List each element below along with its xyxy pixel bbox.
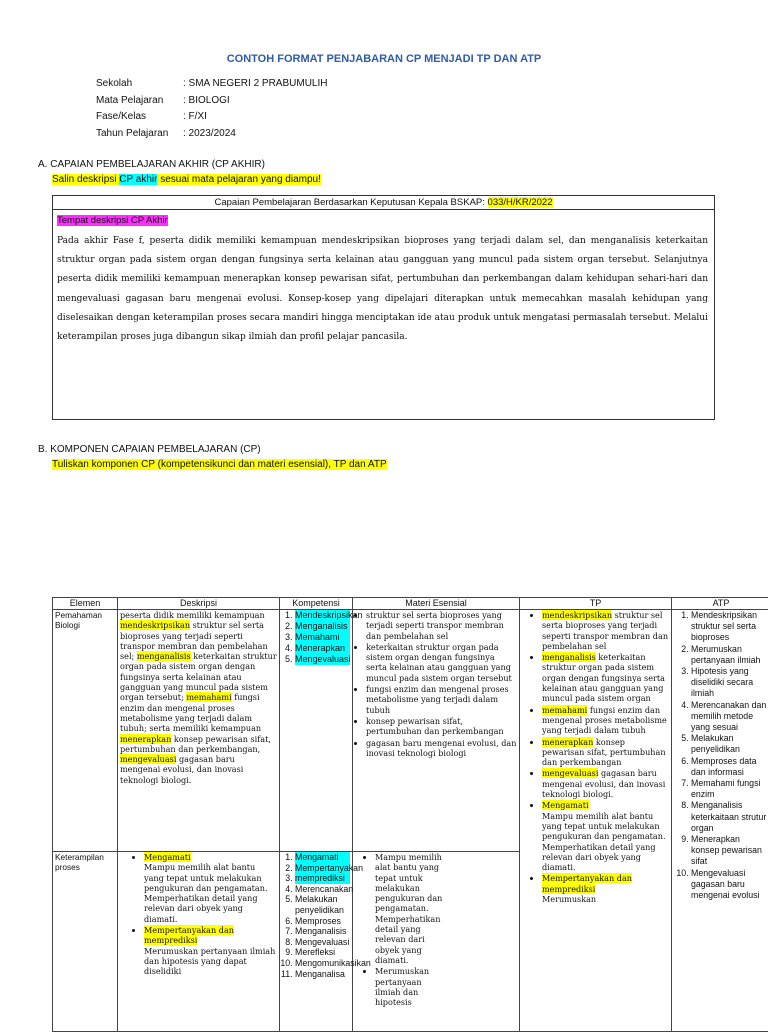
col-header: TP [520, 598, 672, 610]
school-info [96, 76, 327, 142]
list-item: • fungsi enzim dan mengenal proses metabolisme yang terjadi dalam tubuh [366, 684, 517, 715]
col-header: Materi Esensial [353, 598, 520, 610]
list-item: • menerapkan konsep pewarisan sifat, pertumbuhan dan perkembangan [542, 737, 669, 768]
list-item: • mendeskripsikan struktur sel serta bioproses yang terjadi seperti transpor membran dan pembelahan sel [542, 610, 669, 651]
info-value: : 2023/2024 [183, 126, 236, 143]
list-item: 9. Merefleksi [295, 947, 350, 958]
elemen-cell: Pemahaman Biologi [53, 610, 118, 852]
section-b-heading: B. KOMPONEN CAPAIAN PEMBELAJARAN (CP) [38, 444, 261, 455]
list-item: • struktur sel serta bioproses yang terjadi seperti transpor membran dan pembelahan sel [366, 610, 517, 641]
list-item: • memahami fungsi enzim dan mengenal proses metabolisme yang terjadi dalam tubuh [542, 705, 669, 736]
list-item: • konsep pewarisan sifat, pertumbuhan dan perkembangan [366, 716, 517, 737]
info-value: : F/XI [183, 109, 207, 126]
col-header: Elemen [53, 598, 118, 610]
list-item: 7. Memahami fungsi enzim [691, 778, 768, 800]
cp-placeholder-label: Tempat deskripsi CP Akhir [57, 215, 168, 226]
table-header-row [53, 598, 768, 610]
list-item: • Mampu memilih alat bantu yang tepat untuk melakukan pengukuran dan pengamatan. Memperhatikan detail yang relevan dari obyek yang diamati. [375, 852, 445, 965]
list-item: 4. Merencanakan dan memilih metode yang sesuai [691, 700, 768, 734]
list-item: 1. Mendeskripsikan [295, 610, 350, 621]
list-item: 4. Merencanakan [295, 884, 350, 895]
list-item: • menganalisis keterkaitan struktur organ pada sistem organ dengan fungsinya serta kelainan atau gangguan yang muncul pada sistem organ [542, 652, 669, 703]
list-item: 8. Mengevaluasi [295, 937, 350, 948]
list-item: 8. Menganalisis keterkaitaan strutur organ [691, 800, 768, 834]
list-item: 2. Menganalisis [295, 621, 350, 632]
list-item: 5. Melakukan penyelidikan [691, 733, 768, 755]
list-item: • gagasan baru mengenai evolusi, dan inovasi teknologi biologi [366, 738, 517, 759]
list-item: 3. memprediksi [295, 873, 350, 884]
cp-akhir-box [52, 195, 715, 420]
list-item: 1. Mengamati [295, 852, 350, 863]
list-item: • Mengamati Mampu memilih alat bantu yang tepat untuk melakukan pengukuran dan pengamatan. Memperhatikan detail yang relevan dari obyek yang diamati. [144, 852, 277, 924]
list-item: 3. Hipotesis yang diselidiki secara ilmiah [691, 666, 768, 700]
info-label: Mata Pelajaran [96, 93, 183, 110]
info-row-subject [96, 93, 327, 110]
tp-cell [520, 610, 672, 1032]
list-item: 7. Menganalisis [295, 926, 350, 937]
list-item: 5. Mengevaluasi [295, 654, 350, 665]
list-item: 5. Melakukan penyelidikan [295, 894, 350, 915]
list-item: • Merumuskan pertanyaan ilmiah dan hipotesis [375, 966, 445, 1007]
list-item: 4. Menerapkan [295, 643, 350, 654]
list-item: • Mempertanyakan dan memprediksi Merumuskan pertanyaan ilmiah dan hipotesis yang dapat diselidiki [144, 925, 277, 976]
cp-box-header: Capaian Pembelajaran Berdasarkan Keputusan Kepala BSKAP: 033/H/KR/2022 [53, 196, 714, 210]
list-item: 9. Menerapkan konsep pewarisan sifat [691, 834, 768, 868]
cp-description: Pada akhir Fase f, peserta didik memiliki kemampuan mendeskripsikan bioproses yang terjadi dalam sel, dan menganalisis keterkaitan struktur organ pada sistem organ dengan fungsinya serta kelainan atau gangguan yang muncul pada sistem organ tersebut. Selanjutnya peserta didik memiliki kemampuan menerapkan konsep pewarisan sifat, pertumbuhan dan perkembangan dalam kehidupan sehari-hari dan mengevaluasi gagasan baru mengenai evolusi. Konsep-kosep yang dipelajari diterapkan untuk memecahkan masalah kehidupan yang diselesaikan dengan keterampilan proses secara mandiri hingga menciptakan ide atau produk untuk mengatasi permasalah tersebut. Melalui keterampilan proses juga dibangun sikap ilmiah dan profil pelajar pancasila. [53, 228, 714, 347]
col-header: Deskripsi [118, 598, 280, 610]
list-item: 10. Mengevaluasi gagasan baru mengenai evolusi [691, 868, 768, 902]
kompetensi-cell [280, 852, 353, 1032]
list-item: 6. Memproses [295, 916, 350, 927]
list-item: 2. Merumuskan pertanyaan ilmiah [691, 644, 768, 666]
info-value: : SMA NEGERI 2 PRABUMULIH [183, 76, 327, 93]
col-header: ATP [672, 598, 768, 610]
list-item: • Mengamati Mampu memilih alat bantu yang tepat untuk melakukan pengukuran dan pengamatan. Memperhatikan detail yang relevan dari obyek yang diamati. [542, 800, 669, 872]
list-item: 10. Mengomunikasikan [295, 958, 350, 969]
materi-cell [353, 852, 520, 1032]
info-row-year [96, 126, 327, 143]
kompetensi-cell [280, 610, 353, 852]
info-row-phase [96, 109, 327, 126]
section-a-instruction: Salin deskripsi CP akhir sesuai mata pelajaran yang diampu! [52, 174, 321, 185]
deskripsi-cell [118, 852, 280, 1032]
section-b-instruction: Tuliskan komponen CP (kompetensikunci dan materi esensial), TP dan ATP [52, 459, 387, 470]
info-row-school [96, 76, 327, 93]
list-item: • mengevaluasi gagasan baru mengenai evolusi, dan inovasi teknologi biologi. [542, 768, 669, 799]
info-label: Fase/Kelas [96, 109, 183, 126]
col-header: Kompetensi [280, 598, 353, 610]
atp-cell [672, 610, 768, 1032]
info-label: Tahun Pelajaran [96, 126, 183, 143]
list-item: 11. Menganalisa [295, 969, 350, 980]
info-label: Sekolah [96, 76, 183, 93]
list-item: 1. Mendeskripsikan struktur sel serta bioproses [691, 610, 768, 644]
list-item: 2. Mempertanyakan [295, 863, 350, 874]
list-item: 6. Memproses data dan informasi [691, 756, 768, 778]
section-a-heading: A. CAPAIAN PEMBELAJARAN AKHIR (CP AKHIR) [38, 159, 265, 170]
elemen-cell: Keterampilan proses [53, 852, 118, 1032]
table-row [53, 610, 768, 852]
cp-component-table [52, 597, 768, 1032]
list-item: • Mempertanyakan dan memprediksi Merumuskan [542, 873, 669, 904]
info-value: : BIOLOGI [183, 93, 230, 110]
materi-cell [353, 610, 520, 852]
list-item: 3. Memahami [295, 632, 350, 643]
list-item: • keterkaitan struktur organ pada sistem organ dengan fungsinya serta kelainan atau gangguan yang muncul pada sistem organ tersebut [366, 642, 517, 683]
deskripsi-cell: peserta didik memiliki kemampuan mendeskripsikan struktur sel serta bioproses yang terjadi seperti transpor membran dan pembelahan sel; menganalisis keterkaitan struktur organ pada sistem organ dengan fungsinya serta kelainan atau gangguan yang muncul pada sistem organ tersebut; memahami fungsi enzim dan mengenal proses metabolisme yang terjadi dalam tubuh; serta memiliki kemampuan menerapkan konsep pewarisan sifat, pertumbuhan dan perkembangan, mengevaluasi gagasan baru mengenai evolusi, dan inovasi teknologi biologi. [118, 610, 280, 852]
page-title: CONTOH FORMAT PENJABARAN CP MENJADI TP DAN ATP [0, 53, 768, 65]
